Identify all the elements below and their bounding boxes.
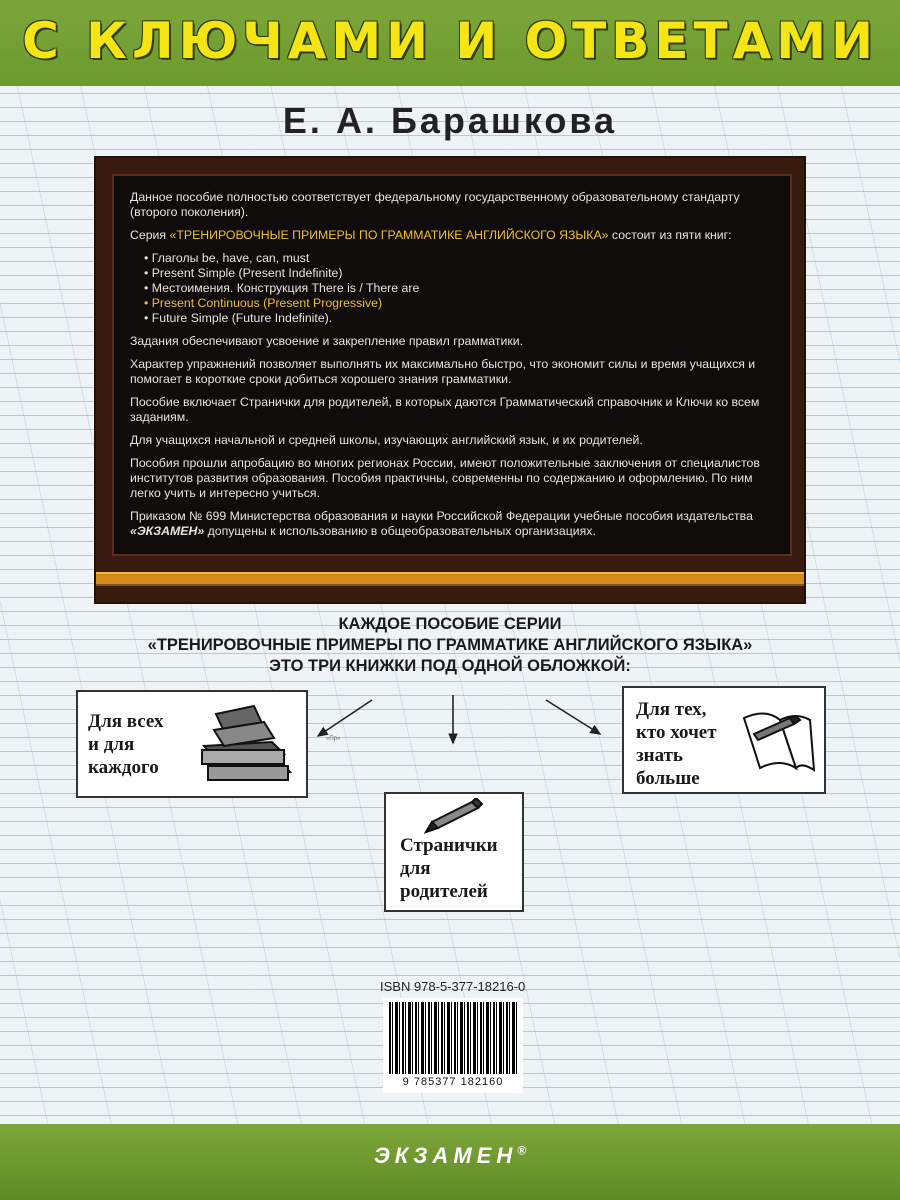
box-parents-pages-label: Странички для родителей <box>400 835 498 902</box>
tasks-paragraph: Задания обеспечивают усвоение и закрепление правил грамматики. <box>130 334 524 348</box>
tiny-mark: «Пр» <box>326 736 341 742</box>
series-line-1: КАЖДОЕ ПОСОБИЕ СЕРИИ <box>338 615 562 633</box>
book-list-item: • Present Simple (Present Indefinite) <box>144 266 770 281</box>
registered-mark: ® <box>517 1143 527 1158</box>
box-for-everyone <box>76 690 308 798</box>
barcode-number: 9 785377 182160 <box>402 1076 504 1088</box>
chalkboard-ledge <box>96 572 804 586</box>
author-name: Е. А. Барашкова <box>282 100 618 141</box>
book-list-item: • Местоимения. Конструкция There is / There are <box>144 281 770 296</box>
series-statement <box>0 614 900 677</box>
cover-title: С КЛЮЧАМИ И ОТВЕТАМИ <box>22 12 878 70</box>
description-text <box>130 190 770 547</box>
exercises-paragraph: Характер упражнений позволяет выполнять их максимально быстро, что экономит силы и время учащихся и помогает в короткие сроки добиться хорошего знания грамматики. <box>130 357 756 386</box>
arrow-right <box>546 700 600 734</box>
top-banner <box>0 0 900 86</box>
series-prefix: Серия <box>130 228 170 242</box>
publisher-name: ЭКЗАМЕН <box>373 1143 518 1168</box>
series-paragraph <box>130 228 770 243</box>
audience-paragraph: Для учащихся начальной и средней школы, изучающих английский язык, и их родителей. <box>130 433 643 447</box>
ministry-prefix: Приказом № 699 Министерства образования и науки Российской Федерации учебные пособия издательства <box>130 509 753 523</box>
pencil-icon <box>420 798 490 838</box>
isbn-label: ISBN 978-5-377-18216-0 <box>380 979 526 994</box>
ministry-publisher: «ЭКЗАМЕН» <box>130 524 205 538</box>
books-stack-icon <box>194 702 300 788</box>
barcode <box>383 998 523 1093</box>
arrow-left <box>318 700 372 736</box>
series-name-highlight: «ТРЕНИРОВОЧНЫЕ ПРИМЕРЫ ПО ГРАММАТИКЕ АНГЛИЙСКОГО ЯЗЫКА» <box>169 228 609 242</box>
approval-paragraph: Пособия прошли апробацию во многих регионах России, имеют положительные заключения от специалистов институтов развития образования. Пособия практичны, современны по содержанию и оформлению. По ним легко учить и интересно учиться. <box>130 456 760 500</box>
parents-paragraph: Пособие включает Странички для родителей, в которых даются Грамматический справочник и Ключи ко всем заданиям. <box>130 395 760 424</box>
book-list-item-current: • Present Continuous (Present Progressive) <box>144 296 770 311</box>
series-suffix: состоит из пяти книг: <box>608 228 732 242</box>
book-list <box>130 251 770 326</box>
ministry-suffix: допущены к использованию в общеобразовательных организациях. <box>204 524 596 538</box>
standard-paragraph: Данное пособие полностью соответствует федеральному государственному образовательному стандарту (второго поколения). <box>130 190 740 219</box>
box-for-everyone-label: Для всех и для каждого <box>88 711 164 778</box>
ministry-paragraph <box>130 509 770 539</box>
series-line-2: «ТРЕНИРОВОЧНЫЕ ПРИМЕРЫ ПО ГРАММАТИКЕ АНГЛИЙСКОГО ЯЗЫКА» <box>147 636 753 654</box>
notebook-pen-icon <box>736 698 818 782</box>
publisher-logo <box>0 1143 900 1169</box>
box-want-to-know-more <box>622 686 826 794</box>
barcode-bars <box>389 1002 517 1074</box>
box-want-to-know-more-label: Для тех, кто хочет знать больше <box>636 699 717 789</box>
book-list-item: • Глаголы be, have, can, must <box>144 251 770 266</box>
series-line-3: ЭТО ТРИ КНИЖКИ ПОД ОДНОЙ ОБЛОЖКОЙ: <box>269 657 631 675</box>
box-parents-pages <box>384 792 524 912</box>
book-list-item: • Future Simple (Future Indefinite). <box>144 311 770 326</box>
chalkboard-panel <box>96 158 804 602</box>
